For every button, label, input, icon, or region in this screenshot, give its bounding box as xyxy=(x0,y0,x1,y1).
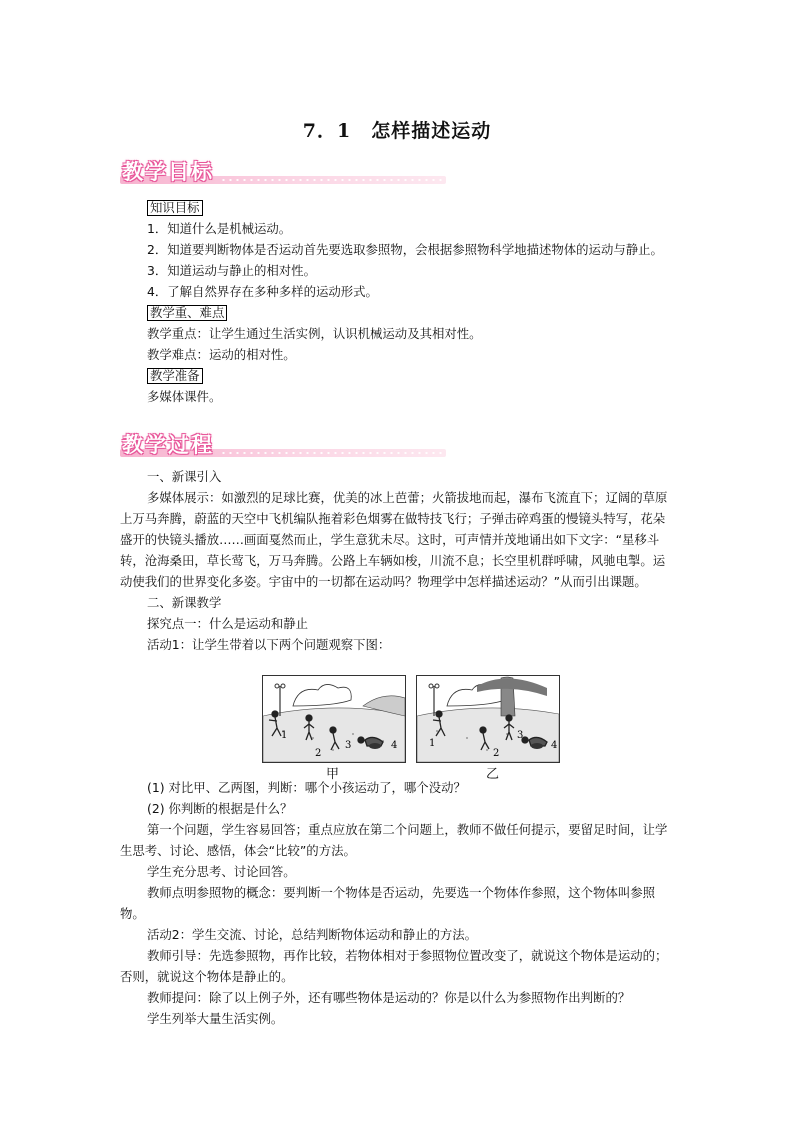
comparison-figure xyxy=(262,675,562,785)
explore-point: 探究点一：什么是运动和静止 xyxy=(147,616,309,631)
process-section-bottom xyxy=(120,777,676,1029)
goal-item: 3．知道运动与静止的相对性。 xyxy=(147,263,316,278)
intro-heading: 一、新课引入 xyxy=(147,469,222,484)
paragraph: 教师提问：除了以上例子外，还有哪些物体是运动的？你是以什么为参照物作出判断的？ xyxy=(147,990,631,1005)
figure-number: 1 xyxy=(281,730,288,741)
question-2: (2) 你判断的根据是什么？ xyxy=(147,801,293,816)
paragraph: 活动2：学生交流、讨论，总结判断物体运动和静止的方法。 xyxy=(147,927,478,942)
figure-number: 3 xyxy=(345,740,352,751)
page-title: 7．1 怎样描述运动 xyxy=(302,120,492,142)
section-banner-goals xyxy=(120,160,446,186)
figure-number: 1 xyxy=(429,738,436,749)
key-point: 教学重点：让学生通过生活实例，认识机械运动及其相对性。 xyxy=(147,326,482,341)
difficult-point: 教学难点：运动的相对性。 xyxy=(147,347,296,362)
banner-label: 教学目标 xyxy=(122,160,214,184)
figure-number: 4 xyxy=(391,740,398,751)
paragraph: 教师引导：先选参照物，再作比较，若物体相对于参照物位置改变了，就说这个物体是运动的；否则，就说这个物体是静止的。 xyxy=(120,948,668,984)
goal-item: 2．知道要判断物体是否运动首先要选取参照物，会根据参照物科学地描述物体的运动与静止。 xyxy=(147,242,663,257)
figure-number: 2 xyxy=(315,748,322,759)
figure-number: 3 xyxy=(517,730,524,741)
prep-text: 多媒体课件。 xyxy=(147,389,222,404)
activity-1: 活动1：让学生带着以下两个问题观察下图： xyxy=(147,637,391,652)
process-section-top xyxy=(120,466,676,655)
knowledge-heading: 知识目标 xyxy=(147,200,203,216)
question-1: (1) 对比甲、乙两图，判断：哪个小孩运动了，哪个没动？ xyxy=(147,780,466,795)
caption-jia: 甲 xyxy=(326,767,340,782)
figure-number: 2 xyxy=(493,748,500,759)
caption-yi: 乙 xyxy=(486,767,500,782)
paragraph: 学生列举大量生活实例。 xyxy=(147,1011,284,1026)
goal-item: 1．知道什么是机械运动。 xyxy=(147,221,292,236)
banner-dots xyxy=(220,450,446,456)
goals-section xyxy=(120,197,676,407)
banner-label: 教学过程 xyxy=(122,433,214,457)
figure-number: 4 xyxy=(551,740,558,751)
figure-yi xyxy=(416,675,560,763)
paragraph: 学生充分思考、讨论回答。 xyxy=(147,864,296,879)
key-heading: 教学重、难点 xyxy=(147,305,227,321)
figure-jia xyxy=(262,675,406,763)
banner-dots xyxy=(220,177,446,183)
paragraph: 教师点明参照物的概念：要判断一个物体是否运动，先要选一个物体作参照，这个物体叫参照物。 xyxy=(120,885,656,921)
paragraph: 第一个问题，学生容易回答；重点应放在第二个问题上，教师不做任何提示，要留足时间，让学生思考、讨论、感悟，体会“比较”的方法。 xyxy=(120,822,668,858)
intro-text: 多媒体展示：如激烈的足球比赛，优美的冰上芭蕾；火箭拔地而起，瀑布飞流直下；辽阔的草原上万马奔腾，蔚蓝的天空中飞机编队拖着彩色烟雾在做特技飞行；子弹击碎鸡蛋的慢镜头特写，花朵盛开的快镜头播放……画面戛然而止，学生意犹未尽。这时，可声情并茂地诵出如下文字：“星移斗转，沧海桑田，草长莺飞，万马奔腾。公路上车辆如梭，川流不息；长空里机群呼啸，风驰电掣。运动使我们的世界变化多姿。宇宙中的一切都在运动吗？物理学中怎样描述运动？”从而引出课题。 xyxy=(120,490,668,589)
goal-item: 4．了解自然界存在多种多样的运动形式。 xyxy=(147,284,378,299)
teach-heading: 二、新课教学 xyxy=(147,595,222,610)
section-banner-process xyxy=(120,433,446,459)
prep-heading: 教学准备 xyxy=(147,368,203,384)
